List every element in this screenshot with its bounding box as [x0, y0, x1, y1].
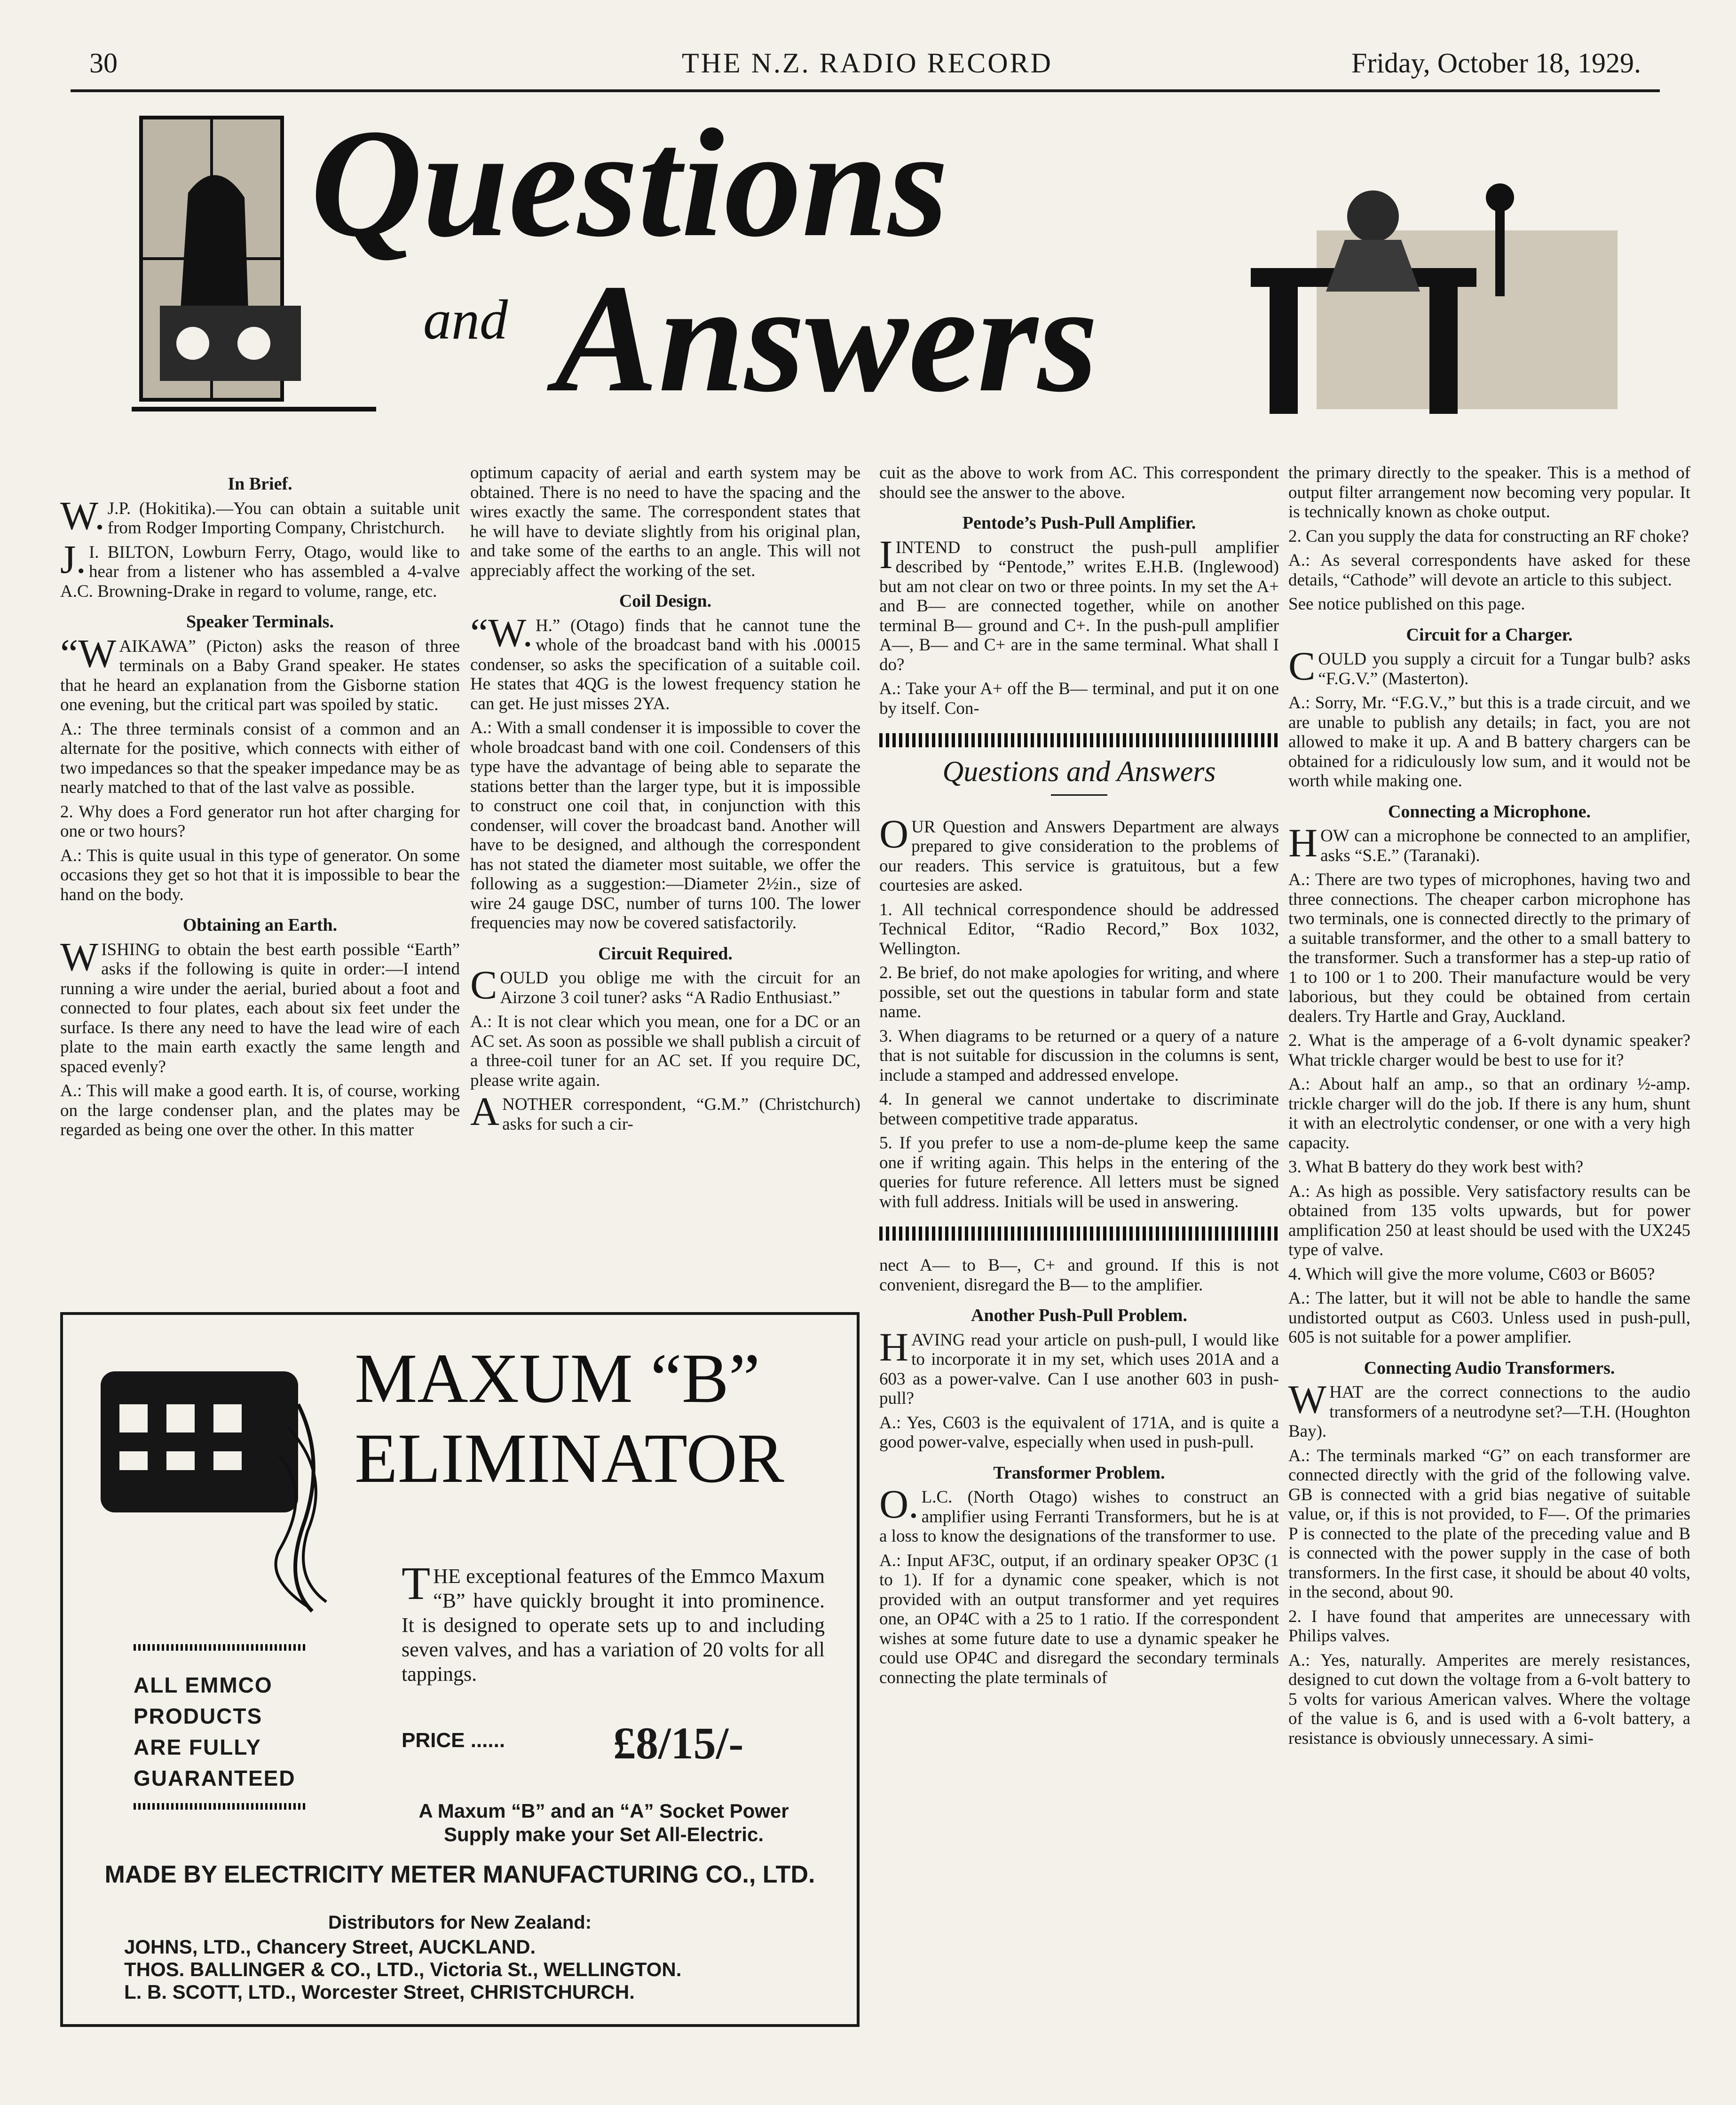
- ad-headline: [355, 1338, 848, 1498]
- questions-answers-banner: [132, 108, 1636, 437]
- paragraph: A.: There are two types of microphones, having two and three connections. The cheaper carbon microphone has two terminals, one is connected directly to the primary of a suitable transformer, and the other to a small battery to the transformer. Such a transformer has a step-up ratio of 1 to 100 or 1 to 200. Their manufacture would be very laborious, but they could be obtained from certain dealers. Try Hartle and Gray, Auckland.: [1288, 870, 1690, 1026]
- paragraph: OUR Question and Answers Department are always prepared to give consideration to the problems of our readers. This service is gratuitous, but a few courtesies are asked.: [879, 811, 1279, 895]
- dash-rule: [134, 1644, 308, 1651]
- paragraph: ANOTHER correspondent, “G.M.” (Christchurch) asks for such a cir-: [470, 1089, 860, 1134]
- heading-transformer-problem: Transformer Problem.: [993, 1463, 1165, 1483]
- paragraph: 3. What B battery do they work best with?: [1288, 1157, 1584, 1177]
- paragraph: 2. What is the amperage of a 6-volt dynamic speaker? What trickle charger would be best to use for it?: [1288, 1031, 1690, 1070]
- paragraph: HOW can a microphone be connected to an amplifier, asks “S.E.” (Taranaki).: [1288, 820, 1690, 865]
- paragraph: A.: Input AF3C, output, if an ordinary speaker OP3C (1 to 1). If for a dynamic cone speaker, which is not provided with an output transformer and yet requires one, an OP4C with a 25 to 1 ratio. If the correspondent wishes at some future date to use a dynamic speaker he could use OP4C and disregard the secondary terminals connecting the plate terminals of: [879, 1551, 1279, 1687]
- paragraph: HAVING read your article on push-pull, I would like to incorporate it in my set, which uses 201A and a 603 as a power-valve. Can I use another 603 in push-pull?: [879, 1324, 1279, 1408]
- heading-pentode-push-pull: Pentode’s Push-Pull Amplifier.: [962, 513, 1196, 533]
- paragraph: A.: About half an amp., so that an ordinary ½-amp. trickle charger will do the job. If there is any hum, shunt it with an electrolytic condenser, or one with a very high capacity.: [1288, 1075, 1690, 1153]
- paragraph: A.: The three terminals consist of a common and an alternate for the positive, which connects with either of two impedances so that the speaker impedance may be as nearly matched to that of the last valve as possible.: [60, 719, 460, 797]
- ad-title-line-1: MAXUM “B”: [355, 1339, 760, 1417]
- price-label: PRICE ......: [402, 1729, 505, 1752]
- distributor-christchurch: L. B. SCOTT, LTD., Worcester Street, CHRISTCHURCH.: [124, 1981, 635, 2003]
- ad-body-copy: [402, 1557, 825, 1686]
- paragraph: “WAIKAWA” (Picton) asks the reason of three terminals on a Baby Grand speaker. He states that he heard an explanation from the Gisborne station one evening, but the critical part was spoiled by static.: [60, 630, 460, 714]
- paragraph: W.J.P. (Hokitika).—You can obtain a suitable unit from Rodger Importing Company, Christchurch.: [60, 492, 460, 538]
- ad-description: THE exceptional features of the Emmco Maxum “B” have quickly brought it into prominence. It is designed to operate sets up to and including seven valves, and has a variation of 20 volts for all tappings.: [402, 1557, 825, 1686]
- paragraph: See notice published on this page.: [1288, 594, 1525, 614]
- heading-circuit-required: Circuit Required.: [598, 943, 733, 964]
- paragraph: A.: The latter, but it will not be able to handle the same undistorted output as C603. Unless used in push-pull, 605 is not suitable for a power amplifier.: [1288, 1289, 1690, 1347]
- distributor-auckland: JOHNS, LTD., Chancery Street, AUCKLAND.: [124, 1936, 536, 1958]
- guarantee-block: [134, 1635, 378, 1828]
- paragraph: the primary directly to the speaker. This is a method of output filter arrangement now becoming very popular. It is technically known as choke output.: [1288, 463, 1690, 522]
- banner-and: and: [423, 288, 508, 351]
- paragraph: “W.H.” (Otago) finds that he cannot tune the whole of the broadcast band with his .00015 condenser, so asks the specification of a suitable coil. He states that 4QG is the lowest frequency station he can get. He just misses 2YA.: [470, 609, 860, 713]
- guarantee-line-3: ARE FULLY: [134, 1735, 261, 1759]
- guarantee-line-4: GUARANTEED: [134, 1766, 296, 1790]
- paragraph: A.: As high as possible. Very satisfactory results can be obtained from 135 volts upwards, but for power amplification 250 at least should be used with the UX245 type of valve.: [1288, 1181, 1690, 1259]
- column-divider: [879, 733, 1279, 747]
- heading-coil-design: Coil Design.: [619, 591, 712, 611]
- paragraph: A.: This is quite usual in this type of generator. On some occasions they get so hot that it is impossible to bear the hand on the body.: [60, 846, 460, 904]
- paragraph: 1. All technical correspondence should be addressed Technical Editor, “Radio Record,” Box 1032, Wellington.: [879, 900, 1279, 958]
- paragraph: 2. Be brief, do not make apologies for writing, and where possible, set out the questions in tabular form and state name.: [879, 963, 1279, 1021]
- banner-questions: Questions: [310, 108, 949, 269]
- paragraph: 5. If you prefer to use a nom-de-plume keep the same one if writing again. This helps in the entering of the queries for future reference. All letters must be signed with full address. Initials will be used in answering.: [879, 1133, 1279, 1211]
- heading-another-push-pull: Another Push-Pull Problem.: [971, 1306, 1187, 1325]
- heading-speaker-terminals: Speaker Terminals.: [186, 612, 334, 632]
- ad-title-line-2: ELIMINATOR: [355, 1419, 784, 1497]
- paragraph: A.: With a small condenser it is impossible to cover the whole broadcast band with one coil. Condensers of this type have the advantage of being able to separate the stations better than the larger type, but it is impossible to construct one coil that, in conjunction with this condenser, will cover the broadcast band. Another will have to be designed, and although the correspondent has not stated the diameter most suitable, we offer the following as a suggestion:—Diameter 2½in., size of wire 24 gauge DSC, number of turns 100. The lower frequencies may now be covered satisfactorily.: [470, 718, 860, 933]
- ad-note: A Maxum “B” and an “A” Socket Power Supply make your Set All-Electric.: [418, 1800, 789, 1845]
- paragraph: A.: The terminals marked “G” on each transformer are connected directly with the grid of the following valve. GB is connected with a grid bias negative of suitable value, or, if this is not provided, to F—. Of the primaries P is connected to the plate of the preceding value and B is connected with the power supply in the case of both transformers. In the first case, it should be about 40 volts, in the second, about 90.: [1288, 1446, 1690, 1602]
- masthead-rule: [71, 89, 1660, 92]
- paper-title: THE N.Z. RADIO RECORD: [682, 47, 1053, 79]
- writer-at-desk-illustration: [1251, 183, 1618, 414]
- paragraph: A.: It is not clear which you mean, one for a DC or an AC set. As soon as possible we shall publish a circuit of a three-coil tuner for an AC set. If you require DC, please write again.: [470, 1012, 860, 1090]
- paragraph: COULD you oblige me with the circuit for an Airzone 3 coil tuner? asks “A Radio Enthusiast.”: [470, 962, 860, 1007]
- paragraph: O.L.C. (North Otago) wishes to construct an amplifier using Ferranti Transformers, but he is at a loss to know the designations of the transformer to use.: [879, 1481, 1279, 1546]
- paragraph: 2. Can you supply the data for constructing an RF choke?: [1288, 526, 1689, 546]
- price-value: £8/15/-: [613, 1718, 744, 1768]
- column-divider: [879, 1227, 1279, 1241]
- paragraph: WHAT are the correct connections to the audio transformers of a neutrodyne set?—T.H. (Houghton Bay).: [1288, 1377, 1690, 1441]
- paragraph: A.: Yes, C603 is the equivalent of 171A, and is quite a good power-valve, especially when used in push-pull.: [879, 1413, 1279, 1452]
- paragraph: IINTEND to construct the push-pull amplifier described by “Pentode,” writes E.H.B. (Inglewood) but am not clear on two or three points. In my set the A+ and B— are connected together, while on another terminal B— ground and C+. In the push-pull amplifier A—, B— and C+ are in the same terminal. What shall I do?: [879, 531, 1279, 674]
- paragraph: A.: As several correspondents have asked for these details, “Cathode” will devote an article to this subject.: [1288, 551, 1690, 590]
- page-number: 30: [89, 47, 118, 79]
- dash-rule: [134, 1803, 308, 1810]
- heading-obtaining-earth: Obtaining an Earth.: [182, 915, 338, 935]
- column-1: [60, 463, 460, 1145]
- distributors-list: [124, 1936, 681, 2003]
- issue-date: Friday, October 18, 1929.: [1351, 47, 1641, 79]
- paragraph: A.: This will make a good earth. It is, of course, working on the large condenser plan, and the plates may be regarded as being one over the other. In this matter: [60, 1081, 460, 1140]
- paragraph: 3. When diagrams to be returned or a query of a nature that is not suitable for discussion in the columns is sent, include a stamped and addressed envelope.: [879, 1026, 1279, 1085]
- paragraph: optimum capacity of aerial and earth system may be obtained. There is no need to have the spacing and the wires exactly the same. The correspondent states that he will have to deviate slightly from his original plan, and take some of the earths to an angle. This will not appreciably affect the working of the set.: [470, 463, 860, 580]
- paragraph: 2. I have found that amperites are unnecessary with Philips valves.: [1288, 1606, 1690, 1646]
- manufacturer-line: MADE BY ELECTRICITY METER MANUFACTURING CO., LTD.: [104, 1861, 815, 1888]
- distributor-wellington: THOS. BALLINGER & CO., LTD., Victoria St., WELLINGTON.: [124, 1958, 682, 1980]
- paragraph: cuit as the above to work from AC. This correspondent should see the answer to the above.: [879, 463, 1279, 502]
- heading-in-brief: In Brief.: [228, 474, 292, 494]
- masthead: [71, 47, 1660, 85]
- paragraph: 2. Why does a Ford generator run hot after charging for one or two hours?: [60, 802, 460, 841]
- notice-title: Questions and Answers: [942, 756, 1216, 788]
- paragraph: 4. Which will give the more volume, C603 or B605?: [1288, 1264, 1655, 1284]
- paragraph: WISHING to obtain the best earth possible “Earth” asks if the following is quite in order:—I intend running a wire under the aerial, buried about a foot and connected to four plates, each about six feet under the surface. Is there any need to have the lead wire of each plate to the main earth exactly the same length and spaced evenly?: [60, 934, 460, 1076]
- column-3: [879, 463, 1279, 1692]
- paragraph: nect A— to B—, C+ and ground. If this is not convenient, disregard the B— to the amplifier.: [879, 1256, 1279, 1295]
- paragraph: J.I. BILTON, Lowburn Ferry, Otago, would like to hear from a listener who has assembled a 4-valve A.C. Browning-Drake in regard to volume, range, etc.: [60, 536, 460, 601]
- eliminator-unit-illustration: [82, 1334, 336, 1625]
- heading-connecting-microphone: Connecting a Microphone.: [1388, 801, 1591, 822]
- column-4: [1288, 463, 1690, 1753]
- short-rule: [1051, 794, 1107, 796]
- heading-connecting-audio-transformers: Connecting Audio Transformers.: [1364, 1358, 1615, 1378]
- banner-answers: Answers: [555, 253, 1098, 424]
- paragraph: A.: Sorry, Mr. “F.G.V.,” but this is a trade circuit, and we are unable to publish any details; in fact, you are not allowed to make it up. A and B battery chargers can be obtained for a ridiculously low sum, and it would not be worth while making one.: [1288, 693, 1690, 791]
- distributors-heading: Distributors for New Zealand:: [328, 1912, 592, 1933]
- guarantee-line-1: ALL EMMCO: [134, 1673, 273, 1697]
- column-2: [470, 463, 860, 1139]
- paragraph: COULD you supply a circuit for a Tungar bulb? asks “F.G.V.” (Masterton).: [1288, 643, 1690, 688]
- paragraph: 4. In general we cannot undertake to discriminate between competitive trade apparatus.: [879, 1090, 1279, 1129]
- heading-circuit-charger: Circuit for a Charger.: [1406, 625, 1573, 645]
- guarantee-line-2: PRODUCTS: [134, 1704, 263, 1728]
- paragraph: A.: Take your A+ off the B— terminal, and put it on one by itself. Con-: [879, 679, 1279, 718]
- maxum-eliminator-advertisement: [60, 1312, 860, 2027]
- paragraph: A.: Yes, naturally. Amperites are merely resistances, designed to cut down the voltage from a 6-volt battery to 5 volts for various American valves. Where the voltage of the value is 6, and is used with a 6-volt battery, a resistance is obviously unnecessary. A simi-: [1288, 1650, 1690, 1748]
